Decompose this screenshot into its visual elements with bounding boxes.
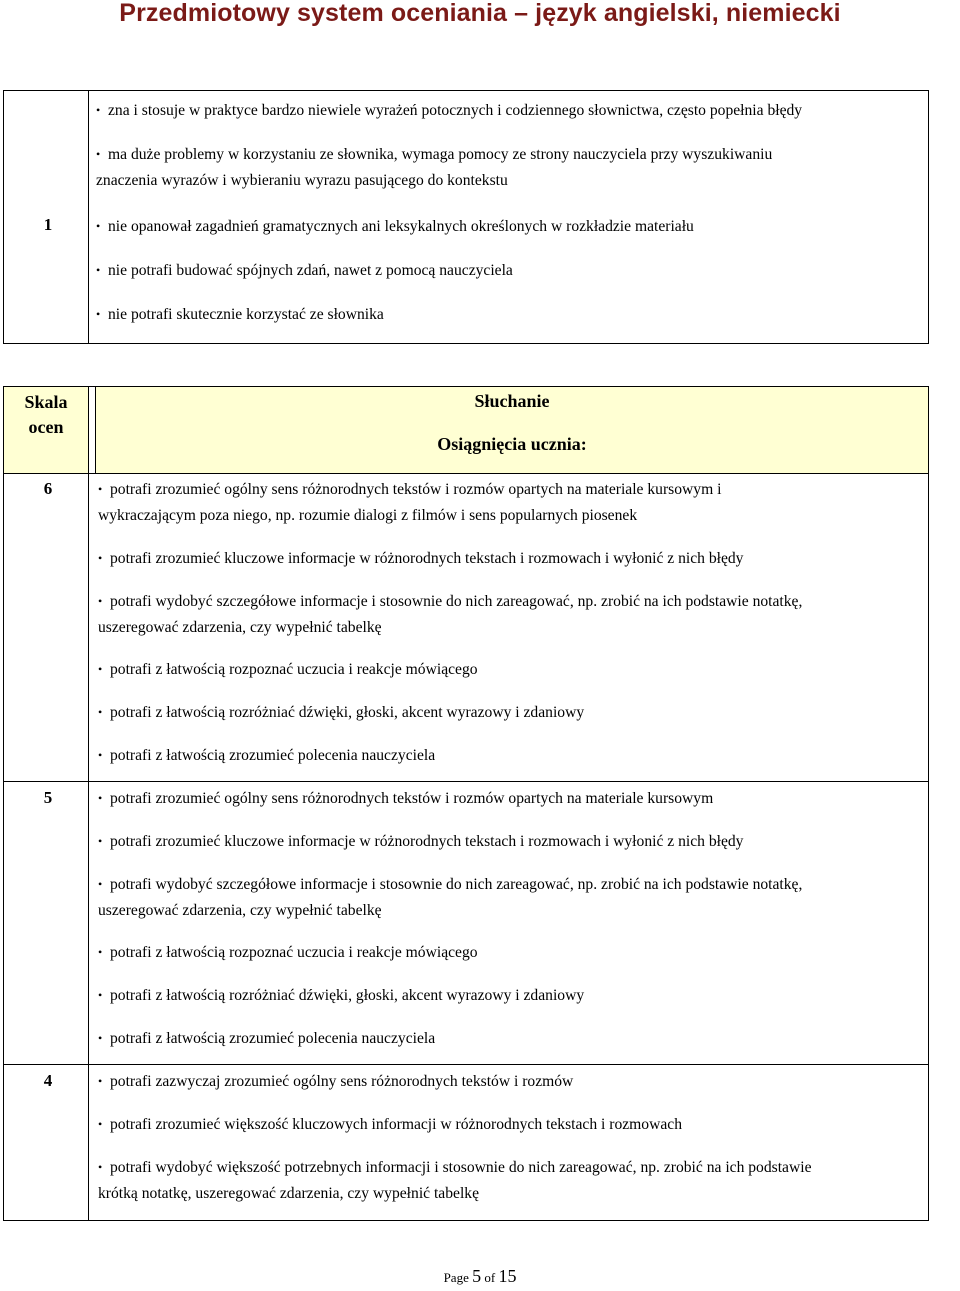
list-item: • potrafi wydobyć większość potrzebnych informacji i stosownie do nich zareagować, np. zrobić na ich podstawie krótką notatkę, uszeregować zdarzenia, czy wypełnić tabelkę <box>98 1154 918 1207</box>
grade-label: 4 <box>43 1071 53 1090</box>
list-item: • potrafi z łatwością rozpoznać uczucia i reakcje mówiącego <box>98 939 918 966</box>
list-item: • nie opanował zagadnień gramatycznych ani leksykalnych określonych w rozkładzie materiału <box>96 213 918 240</box>
bullet-icon: • <box>98 1117 103 1131</box>
list-item: • nie potrafi budować spójnych zdań, nawet z pomocą nauczyciela <box>96 257 918 284</box>
bullet-icon: • <box>98 1031 103 1045</box>
bullet-icon: • <box>96 307 101 321</box>
bullet-icon: • <box>98 834 103 848</box>
list-item: • potrafi z łatwością rozróżniać dźwięki, głoski, akcent wyrazowy i zdaniowy <box>98 982 918 1009</box>
bullet-icon: • <box>98 988 103 1002</box>
list-item: • zna i stosuje w praktyce bardzo niewiele wyrażeń potocznych i codziennego słownictwa, często popełnia błędy <box>96 97 918 124</box>
bullet-icon: • <box>98 791 103 805</box>
list-item: • potrafi zazwyczaj zrozumieć ogólny sens różnorodnych tekstów i rozmów <box>98 1068 918 1095</box>
bullet-icon: • <box>98 748 103 762</box>
page-total: 15 <box>498 1266 517 1286</box>
bullet-icon: • <box>96 219 101 233</box>
bullet-icon: • <box>98 551 103 565</box>
page-current: 5 <box>472 1266 482 1286</box>
table-grade-1 <box>3 90 929 344</box>
section-title: Słuchanie <box>474 391 550 411</box>
grade-label: 5 <box>43 788 53 807</box>
list-item: • ma duże problemy w korzystaniu ze słownika, wymaga pomocy ze strony nauczyciela przy wyszukiwaniu znaczenia wyrazów i wybieraniu wyrazu pasującego do kontekstu <box>96 141 918 194</box>
grade-label: 6 <box>43 479 53 498</box>
bullet-icon: • <box>98 482 103 496</box>
table-listening <box>3 386 929 1221</box>
list-item: • nie potrafi skutecznie korzystać ze słownika <box>96 301 918 328</box>
bullet-icon: • <box>98 1160 103 1174</box>
bullet-icon: • <box>98 662 103 676</box>
list-item: • potrafi zrozumieć większość kluczowych informacji w różnorodnych tekstach i rozmowach <box>98 1111 918 1138</box>
document-header <box>0 0 960 40</box>
list-item: • potrafi z łatwością zrozumieć polecenia nauczyciela <box>98 1025 918 1052</box>
bullet-icon: • <box>96 147 101 161</box>
bullet-icon: • <box>98 594 103 608</box>
list-item: • potrafi zrozumieć ogólny sens różnorodnych tekstów i rozmów opartych na materiale kursowym <box>98 785 918 812</box>
page-footer <box>0 1266 960 1287</box>
list-item: • potrafi z łatwością zrozumieć polecenia nauczyciela <box>98 742 918 769</box>
bullet-icon: • <box>96 263 101 277</box>
list-item: • potrafi wydobyć szczegółowe informacje i stosownie do nich zareagować, np. zrobić na ich podstawie notatkę, uszeregować zdarzenia, czy wypełnić tabelkę <box>98 871 918 924</box>
page-word: Page <box>443 1270 469 1285</box>
bullet-icon: • <box>98 945 103 959</box>
of-word: of <box>484 1270 496 1285</box>
bullet-icon: • <box>98 877 103 891</box>
list-item: • potrafi wydobyć szczegółowe informacje i stosownie do nich zareagować, np. zrobić na ich podstawie notatkę, uszeregować zdarzenia, czy wypełnić tabelkę <box>98 588 918 641</box>
bullet-icon: • <box>98 1074 103 1088</box>
grade-label: 1 <box>43 215 53 234</box>
list-item: • potrafi zrozumieć kluczowe informacje w różnorodnych tekstach i rozmowach i wyłonić z nich błędy <box>98 828 918 855</box>
document-title: Przedmiotowy system oceniania – język angielski, niemiecki <box>119 0 841 27</box>
list-item: • potrafi z łatwością rozróżniać dźwięki, głoski, akcent wyrazowy i zdaniowy <box>98 699 918 726</box>
bullet-icon: • <box>98 705 103 719</box>
section-subtitle: Osiągnięcia ucznia: <box>437 434 587 454</box>
list-item: • potrafi z łatwością rozpoznać uczucia i reakcje mówiącego <box>98 656 918 683</box>
list-item: • potrafi zrozumieć ogólny sens różnorodnych tekstów i rozmów opartych na materiale kursowym i wykraczającym poza niego, np. rozumie dialogi z filmów i sens popularnych piosenek <box>98 476 918 529</box>
list-item: • potrafi zrozumieć kluczowe informacje w różnorodnych tekstach i rozmowach i wyłonić z nich błędy <box>98 545 918 572</box>
bullet-icon: • <box>96 103 101 117</box>
scale-heading: Skala ocen <box>24 392 68 437</box>
